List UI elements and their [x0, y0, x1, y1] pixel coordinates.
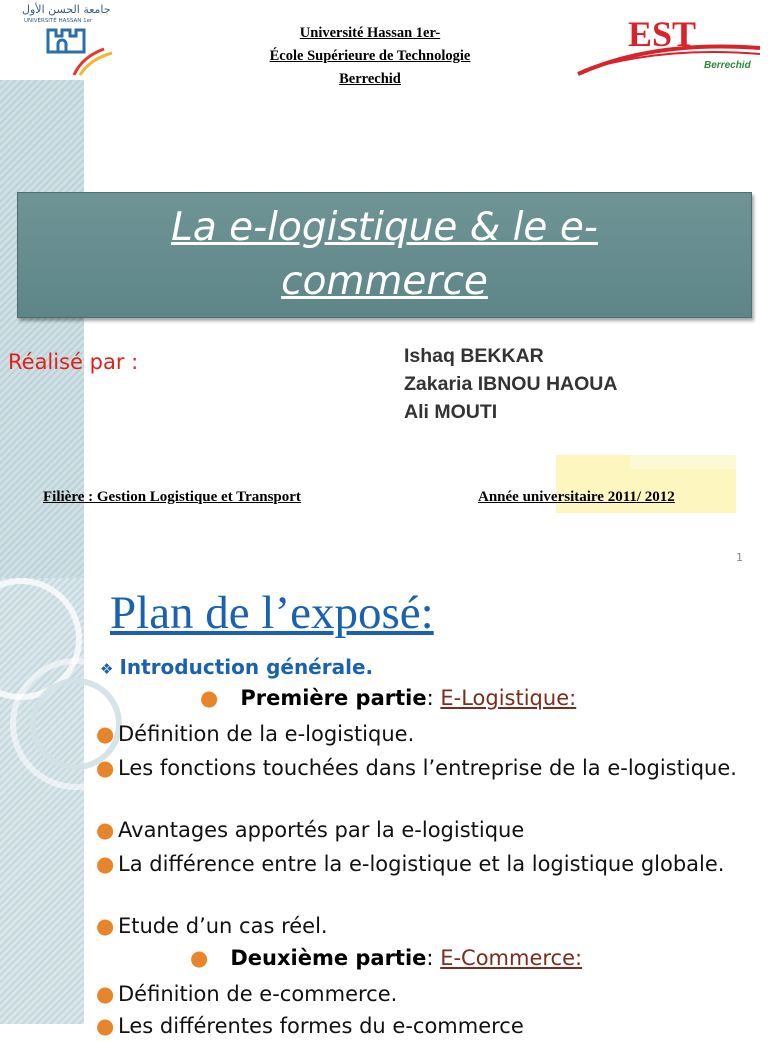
university-logo: [4, 0, 164, 78]
bullet-icon: ●: [190, 946, 209, 970]
title-box: [17, 192, 752, 318]
est-logo-icon: [574, 0, 768, 80]
bullet-icon: ●: [96, 818, 115, 842]
part-1-link[interactable]: E-Logistique:: [440, 686, 577, 710]
slide-title: La e-logistique & le e-commerce: [171, 205, 598, 304]
list-item: [96, 980, 742, 1009]
highlight-box-top: [630, 455, 736, 469]
list-item: [96, 816, 742, 845]
bullet-icon: ●: [96, 756, 115, 780]
authors-list: [404, 342, 617, 426]
plan-title: Plan de l’exposé:: [110, 587, 434, 639]
list-item-text: Les différentes formes du e-commerce: [118, 1014, 524, 1038]
header-line-3: Berrechid: [339, 71, 401, 87]
bullet-icon: ●: [200, 686, 219, 710]
bullet-icon: ●: [96, 852, 115, 876]
slide-2: [0, 578, 768, 1038]
part-2-heading: [190, 946, 582, 970]
bullet-icon: ●: [96, 722, 115, 746]
author-1: Ishaq BEKKAR: [404, 345, 544, 367]
part-2-label: Deuxième partie: [230, 946, 427, 970]
svg-text:جامعة الحسن الأول: جامعة الحسن الأول: [22, 3, 111, 16]
svg-text:UNIVERSITÉ HASSAN 1er: UNIVERSITÉ HASSAN 1er: [24, 18, 93, 24]
list-item: [96, 754, 742, 783]
author-3: Ali MOUTI: [404, 401, 498, 423]
list-item-text: La différence entre la e-logistique et la logistique globale.: [118, 852, 725, 876]
filiere-label: Filière : Gestion Logistique et Transport: [43, 489, 301, 505]
list-item: [96, 1012, 742, 1041]
part-2-link[interactable]: E-Commerce:: [440, 946, 583, 970]
est-logo-text: EST: [628, 14, 697, 54]
part-1-label: Première partie: [240, 686, 427, 710]
list-item-text: Définition de e-commerce.: [118, 982, 398, 1006]
list-item: [96, 912, 742, 941]
realise-par-label: Réalisé par :: [8, 350, 139, 374]
intro-item: [100, 655, 373, 679]
intro-label: Introduction générale.: [119, 655, 374, 679]
author-2: Zakaria IBNOU HAOUA: [404, 373, 618, 395]
list-item: [96, 720, 742, 749]
list-item-text: Etude d’un cas réel.: [118, 914, 328, 938]
part-1-separator: :: [426, 686, 441, 710]
bullet-icon: ●: [96, 914, 115, 938]
header-line-1: Université Hassan 1er-: [299, 25, 441, 41]
list-item-text: Avantages apportés par la e-logistique: [118, 818, 525, 842]
list-item-text: Définition de la e-logistique.: [118, 722, 415, 746]
bullet-icon: ●: [96, 982, 115, 1006]
diamond-bullet-icon: ❖: [100, 660, 114, 678]
annee-label: Année universitaire 2011/ 2012: [478, 489, 675, 505]
header-line-2: École Supérieure de Technologie: [269, 48, 471, 64]
part-2-separator: :: [426, 946, 441, 970]
list-item-text: Les fonctions touchées dans l’entreprise de la e-logistique.: [118, 756, 737, 780]
university-logo-icon: [4, 0, 164, 78]
bullet-icon: ●: [96, 1014, 115, 1038]
est-logo: [574, 0, 768, 80]
est-logo-subtext: Berrechid: [704, 60, 751, 71]
school-header: [220, 22, 520, 91]
list-item: [96, 850, 742, 879]
page-number: 1: [736, 551, 743, 564]
part-1-heading: [200, 686, 576, 710]
